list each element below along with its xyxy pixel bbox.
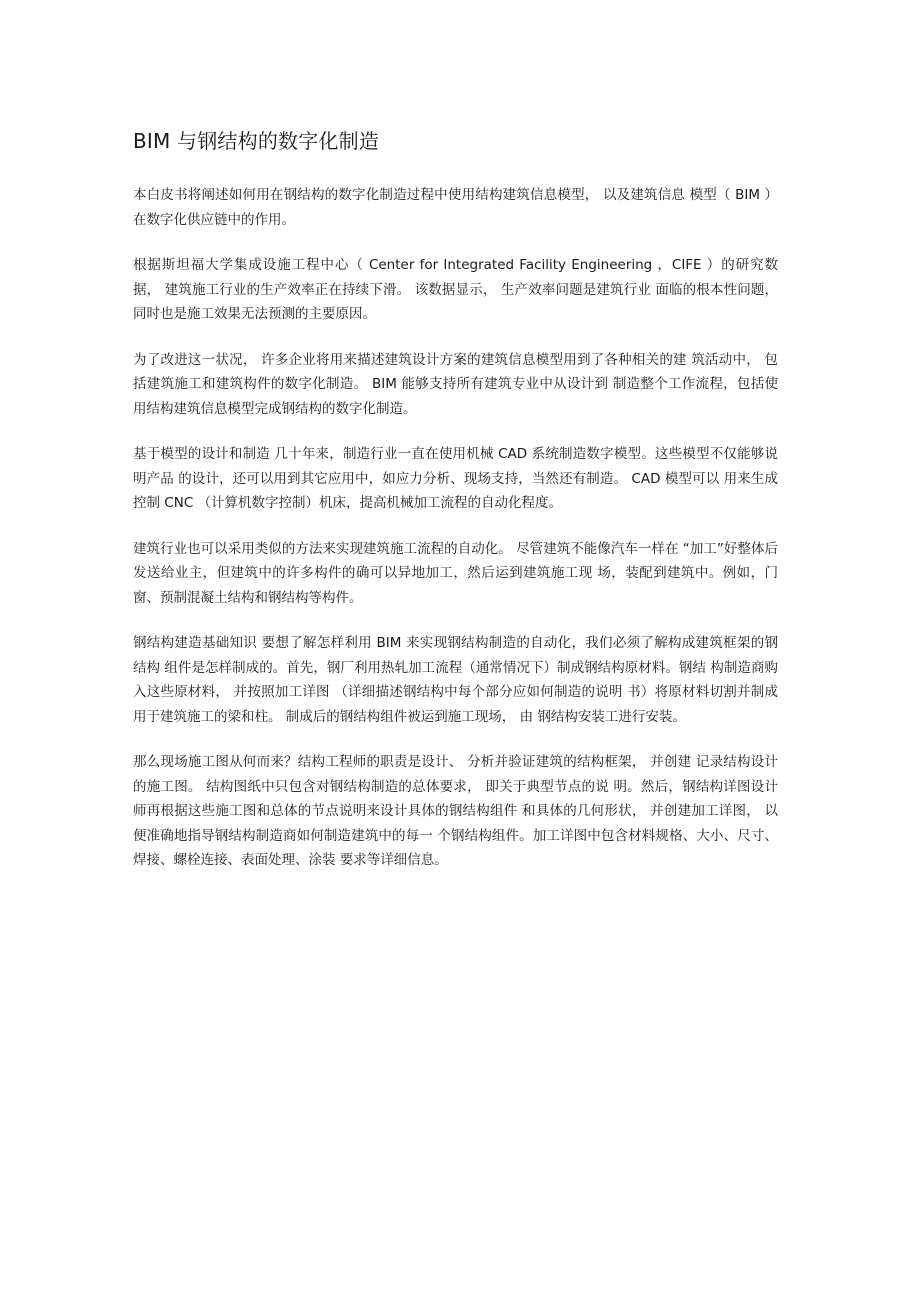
paragraph-construction-automation: 建筑行业也可以采用类似的方法来实现建筑施工流程的自动化。 尽管建筑不能像汽车一样在 “加工”好整体后发送给业主，但建筑中的许多构件的确可以异地加工，然后运到建筑施工现 场，装配到建筑中。例如，门窗、预制混凝土结构和钢结构等构件。 [133,540,778,606]
paragraph-cife-research: 根据斯坦福大学集成设施工程中心（ Center for Integrated Facility Engineering ，CIFE ）的研究数据， 建筑施工行业的生产效率正在持续下滑。 该数据显示， 生产效率问题是建筑行业 面临的根本性问题，同时也是施工效果无法预测的主要原因。 [133,257,778,322]
paragraph-improvement: 为了改进这一状况， 许多企业将用来描述建筑设计方案的建筑信息模型用到了各种相关的建 筑活动中， 包括建筑施工和建筑构件的数字化制造。 BIM 能够支持所有建筑专业中从设计到 制造整个工作流程，包括使用结构建筑信息模型完成钢结构的数字化制造。 [133,351,778,417]
paragraph-steel-basics: 钢结构建造基础知识 要想了解怎样利用 BIM 来实现钢结构制造的自动化，我们必须了解构成建筑框架的钢结构 组件是怎样制成的。首先，钢厂利用热轧加工流程（通常情况下）制成钢结构原材料。钢结 构制造商购入这些原材料， 并按照加工详图 （详细描述钢结构中每个部分应如何制造的说明 书）将原材料切割并制成用于建筑施工的梁和柱。 制成后的钢结构组件被运到施工现场， 由 钢结构安装工进行安装。 [133,635,778,725]
paragraph-shop-drawings: 那么现场施工图从何而来？结构工程师的职责是设计、 分析并验证建筑的结构框架， 并创建 记录结构设计的施工图。 结构图纸中只包含对钢结构制造的总体要求， 即关于典型节点的说 明。然后，钢结构详图设计师再根据这些施工图和总体的节点说明来设计具体的钢结构组件 和具体的几何形状， 并创建加工详图， 以便准确地指导钢结构制造商如何制造建筑中的每一 个钢结构组件。加工详图中包含材料规格、大小、尺寸、焊接、螺栓连接、表面处理、涂装 要求等详细信息。 [133,754,778,868]
paragraph-intro: 本白皮书将阐述如何用在钢结构的数字化制造过程中使用结构建筑信息模型， 以及建筑信息 模型（ BIM ）在数字化供应链中的作用。 [133,187,778,228]
paragraph-model-based-design: 基于模型的设计和制造 几十年来，制造行业一直在使用机械 CAD 系统制造数字模型。这些模型不仅能够说明产品 的设计，还可以用到其它应用中，如应力分析、现场支持，当然还有制造。 CAD 模型可以 用来生成控制 CNC （计算机数字控制）机床，提高机械加工流程的自动化程度。 [133,446,778,511]
document-body [133,183,778,894]
document-title: BIM 与钢结构的数字化制造 [133,129,380,153]
